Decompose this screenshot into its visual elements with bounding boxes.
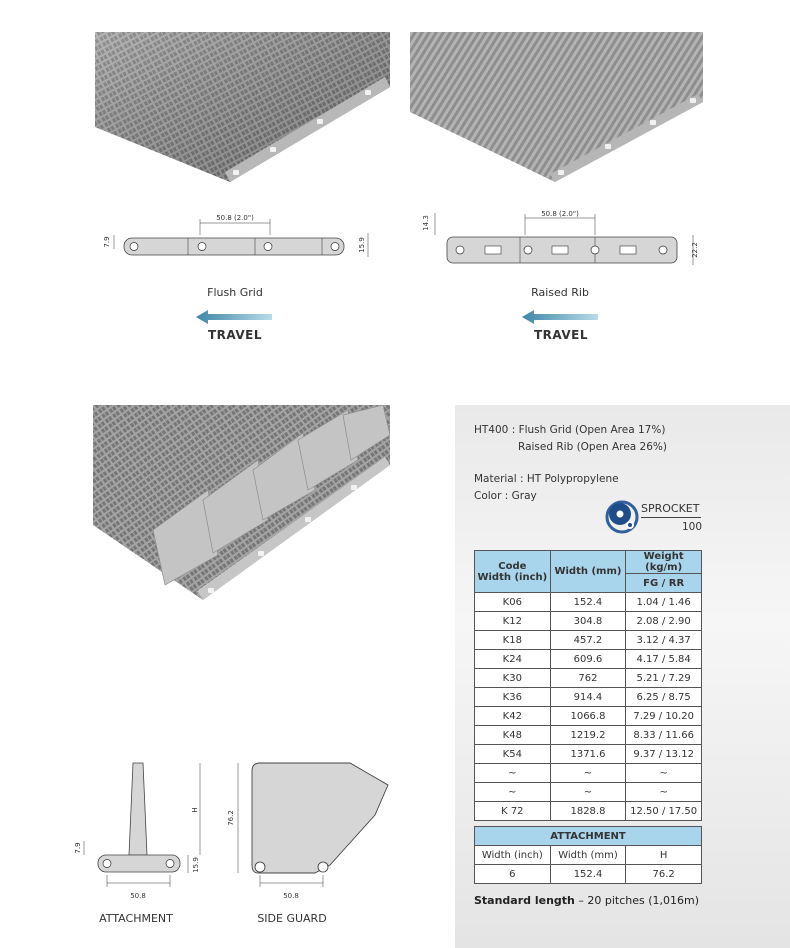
cell-weight: 1.04 / 1.46 — [626, 593, 702, 612]
raised-rib-caption: Raised Rib — [531, 286, 589, 299]
attachment-cell-width-inch: 6 — [475, 865, 551, 884]
cell-code: K54 — [475, 745, 551, 764]
sprocket-value: 100 — [682, 521, 703, 533]
cell-weight: ~ — [626, 764, 702, 783]
table-row — [475, 726, 702, 745]
sprocket-label: SPROCKET — [641, 502, 700, 515]
attachment-cell-h: 76.2 — [626, 865, 702, 884]
flush-grid-profile-drawing — [100, 205, 380, 270]
flush-grid-travel-label: TRAVEL — [207, 328, 263, 342]
cell-width-mm: 152.4 — [550, 593, 626, 612]
cell-weight: 2.08 / 2.90 — [626, 612, 702, 631]
side-guard-drawing — [220, 755, 395, 915]
standard-length-label: Standard length — [474, 894, 575, 907]
table-row — [475, 612, 702, 631]
attachment-table-title: ATTACHMENT — [475, 827, 702, 846]
side-guard-belt-photo — [93, 405, 390, 600]
cell-code: K36 — [475, 688, 551, 707]
cell-code: K48 — [475, 726, 551, 745]
attachment-height-label: H — [191, 807, 199, 813]
raised-rib-travel-arrow-icon — [522, 310, 598, 324]
cell-width-mm: ~ — [550, 783, 626, 802]
flush-grid-belt-photo — [95, 32, 390, 182]
cell-code: K06 — [475, 593, 551, 612]
spec-material: Material : HT Polypropylene — [474, 473, 619, 485]
cell-weight: 9.37 / 13.12 — [626, 745, 702, 764]
table-row — [475, 631, 702, 650]
table-row — [475, 707, 702, 726]
attachment-drawing — [70, 755, 210, 915]
header-code: Code — [498, 560, 527, 572]
raised-rib-pitch-label: 50.8 (2.0") — [541, 210, 579, 218]
cell-code: K24 — [475, 650, 551, 669]
side-guard-height-label: 76.2 — [227, 810, 235, 826]
flush-grid-right-dim: 15.9 — [358, 237, 366, 253]
attachment-right-dim: 15.9 — [192, 857, 200, 873]
attachment-header-width-mm: Width (mm) — [550, 846, 626, 865]
cell-code: K30 — [475, 669, 551, 688]
cell-width-mm: 914.4 — [550, 688, 626, 707]
attachment-table — [474, 826, 702, 884]
cell-weight: 4.17 / 5.84 — [626, 650, 702, 669]
standard-length-value: – 20 pitches (1,016m) — [578, 894, 700, 907]
cell-width-mm: 1219.2 — [550, 726, 626, 745]
cell-weight: ~ — [626, 783, 702, 802]
raised-rib-travel-label: TRAVEL — [533, 328, 589, 342]
table-row — [475, 802, 702, 821]
header-width-inch: Width (inch) — [477, 571, 548, 583]
cell-weight: 3.12 / 4.37 — [626, 631, 702, 650]
side-guard-caption: SIDE GUARD — [257, 912, 327, 925]
cell-width-mm: 304.8 — [550, 612, 626, 631]
cell-width-mm: 1066.8 — [550, 707, 626, 726]
cell-width-mm: 609.6 — [550, 650, 626, 669]
raised-rib-belt-photo — [410, 32, 703, 182]
attachment-header-h: H — [626, 846, 702, 865]
sprocket-icon — [603, 498, 641, 536]
table-row — [475, 745, 702, 764]
raised-rib-right-dim: 22.2 — [691, 242, 699, 258]
attachment-left-dim: 7.9 — [74, 842, 82, 854]
table-row — [475, 688, 702, 707]
cell-weight: 8.33 / 11.66 — [626, 726, 702, 745]
spec-color: Color : Gray — [474, 490, 537, 502]
side-guard-bottom-dim: 50.8 — [283, 892, 299, 900]
spec-line-raised-rib: Raised Rib (Open Area 26%) — [518, 441, 667, 453]
header-weight: Weight (kg/m) — [626, 551, 702, 574]
header-code-width-inch — [475, 551, 551, 593]
table-row — [475, 669, 702, 688]
cell-width-mm: ~ — [550, 764, 626, 783]
header-fg-rr: FG / RR — [626, 574, 702, 593]
flush-grid-pitch-label: 50.8 (2.0") — [216, 214, 254, 222]
sprocket-underline — [641, 517, 701, 518]
spec-line-flush-grid: HT400 : Flush Grid (Open Area 17%) — [474, 424, 666, 436]
table-row — [475, 593, 702, 612]
cell-code: K18 — [475, 631, 551, 650]
cell-code: K 72 — [475, 802, 551, 821]
cell-code: K12 — [475, 612, 551, 631]
cell-width-mm: 762 — [550, 669, 626, 688]
attachment-cell-width-mm: 152.4 — [550, 865, 626, 884]
cell-code: K42 — [475, 707, 551, 726]
standard-length — [474, 894, 699, 907]
flush-grid-travel-arrow-icon — [196, 310, 272, 324]
attachment-bottom-dim: 50.8 — [130, 892, 146, 900]
cell-weight: 7.29 / 10.20 — [626, 707, 702, 726]
cell-width-mm: 1371.6 — [550, 745, 626, 764]
attachment-header-width-inch: Width (inch) — [475, 846, 551, 865]
cell-code: ~ — [475, 764, 551, 783]
cell-weight: 5.21 / 7.29 — [626, 669, 702, 688]
raised-rib-profile-drawing — [415, 205, 705, 270]
raised-rib-left-dim: 14.3 — [422, 215, 430, 231]
belt-width-table — [474, 550, 702, 821]
header-width-mm: Width (mm) — [550, 551, 626, 593]
table-row — [475, 764, 702, 783]
cell-width-mm: 1828.8 — [550, 802, 626, 821]
cell-weight: 12.50 / 17.50 — [626, 802, 702, 821]
attachment-caption: ATTACHMENT — [99, 912, 173, 925]
table-row — [475, 650, 702, 669]
table-row — [475, 783, 702, 802]
cell-weight: 6.25 / 8.75 — [626, 688, 702, 707]
flush-grid-left-dim: 7.9 — [103, 236, 111, 248]
flush-grid-caption: Flush Grid — [207, 286, 263, 299]
cell-width-mm: 457.2 — [550, 631, 626, 650]
cell-code: ~ — [475, 783, 551, 802]
